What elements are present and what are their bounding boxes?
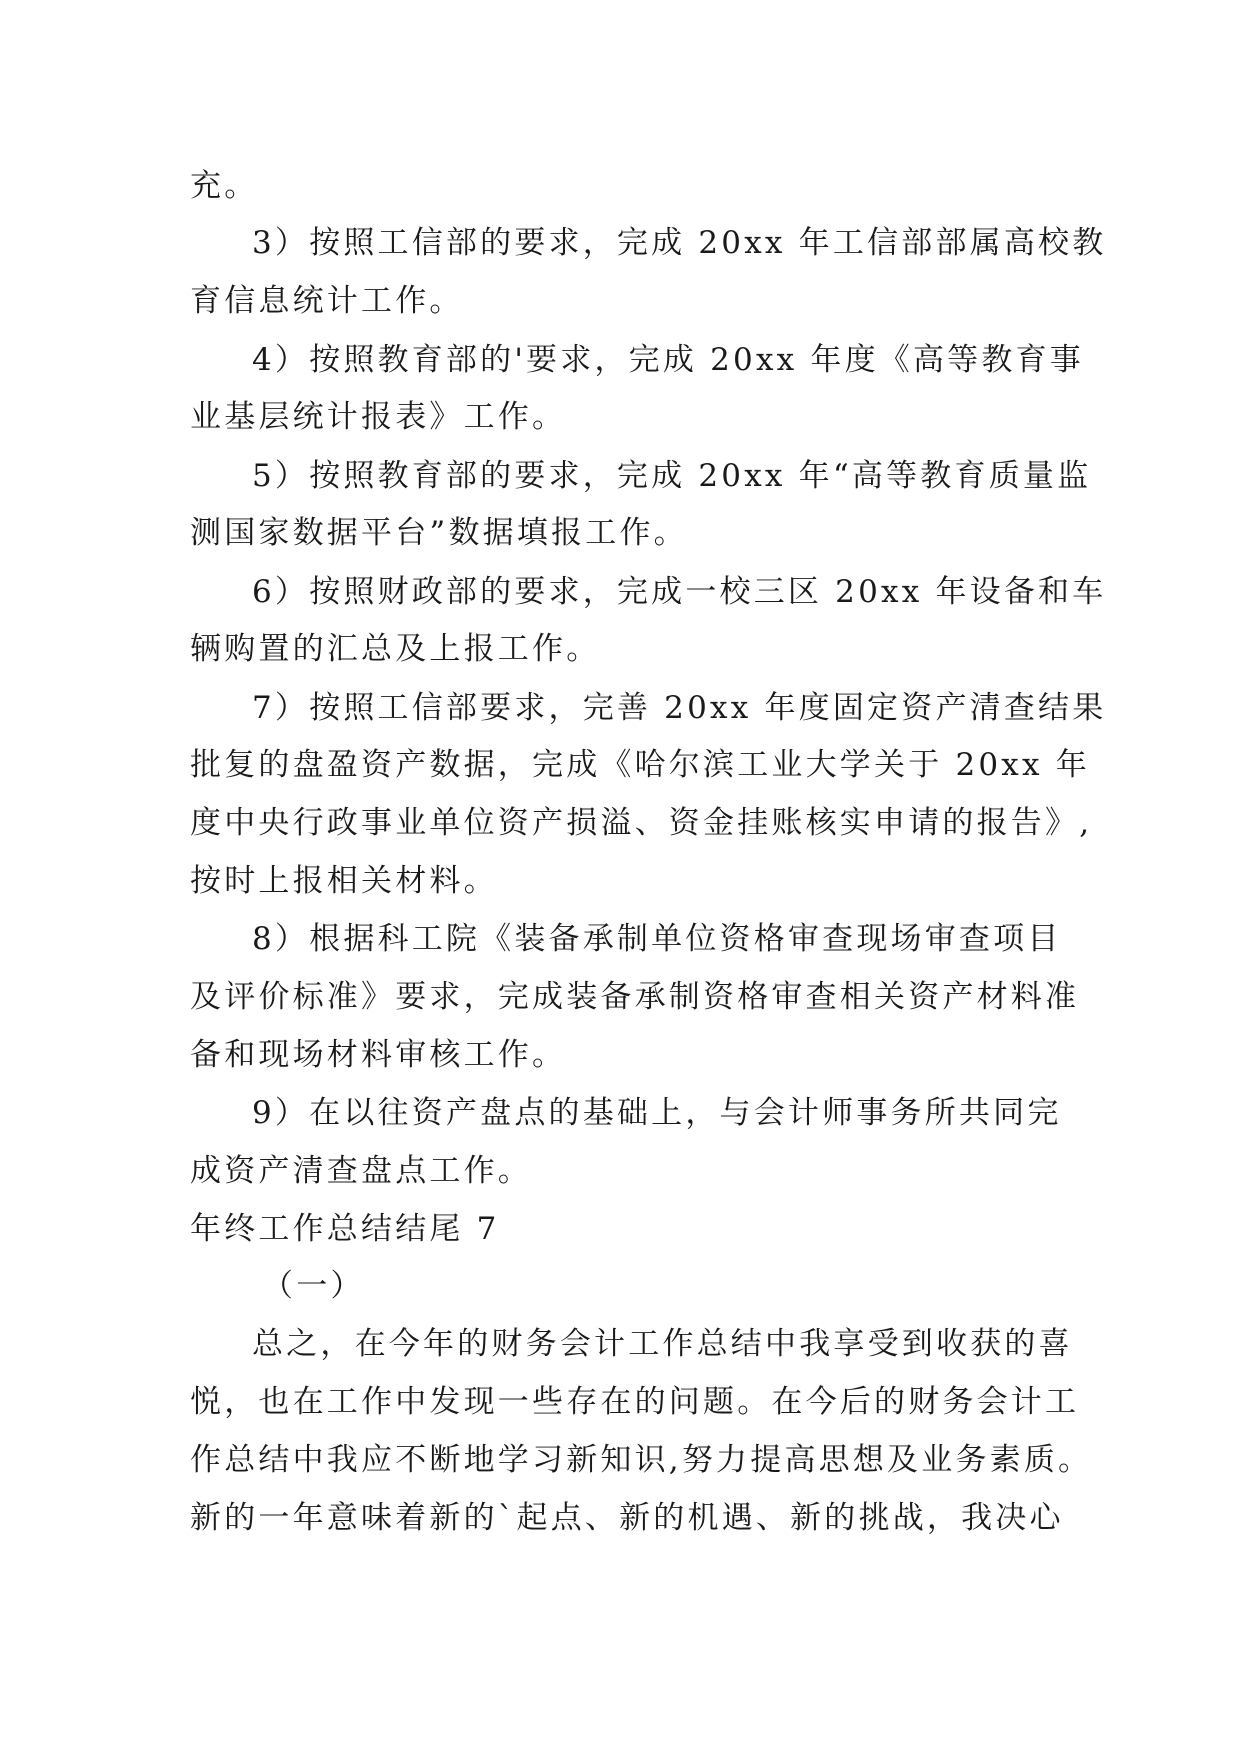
list-item-8-line-3: 备和现场材料审核工作。 [190,1037,567,1073]
list-item-8-line-2: 及评价标准》要求，完成装备承制资格审查相关资产材料准 [190,979,1080,1015]
list-item-3-line-2: 育信息统计工作。 [190,283,464,319]
list-item-7-line-3: 度中央行政事业单位资产损溢、资金挂账核实申请的报告》, [190,805,1093,841]
subsection-marker: （一） [262,1268,365,1304]
paragraph-line-1: 总之，在今年的财务会计工作总结中我享受到收获的喜 [252,1326,1073,1362]
paragraph-line-2: 悦，也在工作中发现一些存在的问题。在今后的财务会计工 [190,1384,1080,1420]
list-item-9-line-2: 成资产清查盘点工作。 [190,1153,532,1189]
section-heading: 年终工作总结结尾 7 [190,1211,500,1247]
list-item-4-line-1: 4）按照教育部的'要求，完成 20xx 年度《高等教育事 [252,342,1084,378]
list-item-3-line-1: 3）按照工信部的要求，完成 20xx 年工信部部属高校教 [252,225,1107,261]
list-item-4-line-2: 业基层统计报表》工作。 [190,399,567,435]
list-item-7-line-1: 7）按照工信部要求，完善 20xx 年度固定资产清查结果 [252,690,1107,726]
list-item-8-line-1: 8）根据科工院《装备承制单位资格审查现场审查项目 [252,921,1062,957]
paragraph-line-3: 作总结中我应不断地学习新知识,努力提高思想及业务素质。 [190,1442,1093,1478]
list-item-7-line-4: 按时上报相关材料。 [190,863,498,899]
list-item-7-line-2: 批复的盘盈资产数据，完成《哈尔滨工业大学关于 20xx 年 [190,747,1090,783]
text-line-continuation: 充。 [190,168,259,204]
list-item-5-line-2: 测国家数据平台”数据填报工作。 [190,515,688,551]
list-item-6-line-2: 辆购置的汇总及上报工作。 [190,631,601,667]
list-item-5-line-1: 5）按照教育部的要求，完成 20xx 年“高等教育质量监 [252,458,1092,494]
paragraph-line-4: 新的一年意味着新的`起点、新的机遇、新的挑战，我决心 [190,1500,1064,1536]
list-item-9-line-1: 9）在以往资产盘点的基础上，与会计师事务所共同完 [252,1095,1062,1131]
list-item-6-line-1: 6）按照财政部的要求，完成一校三区 20xx 年设备和车 [252,574,1107,610]
